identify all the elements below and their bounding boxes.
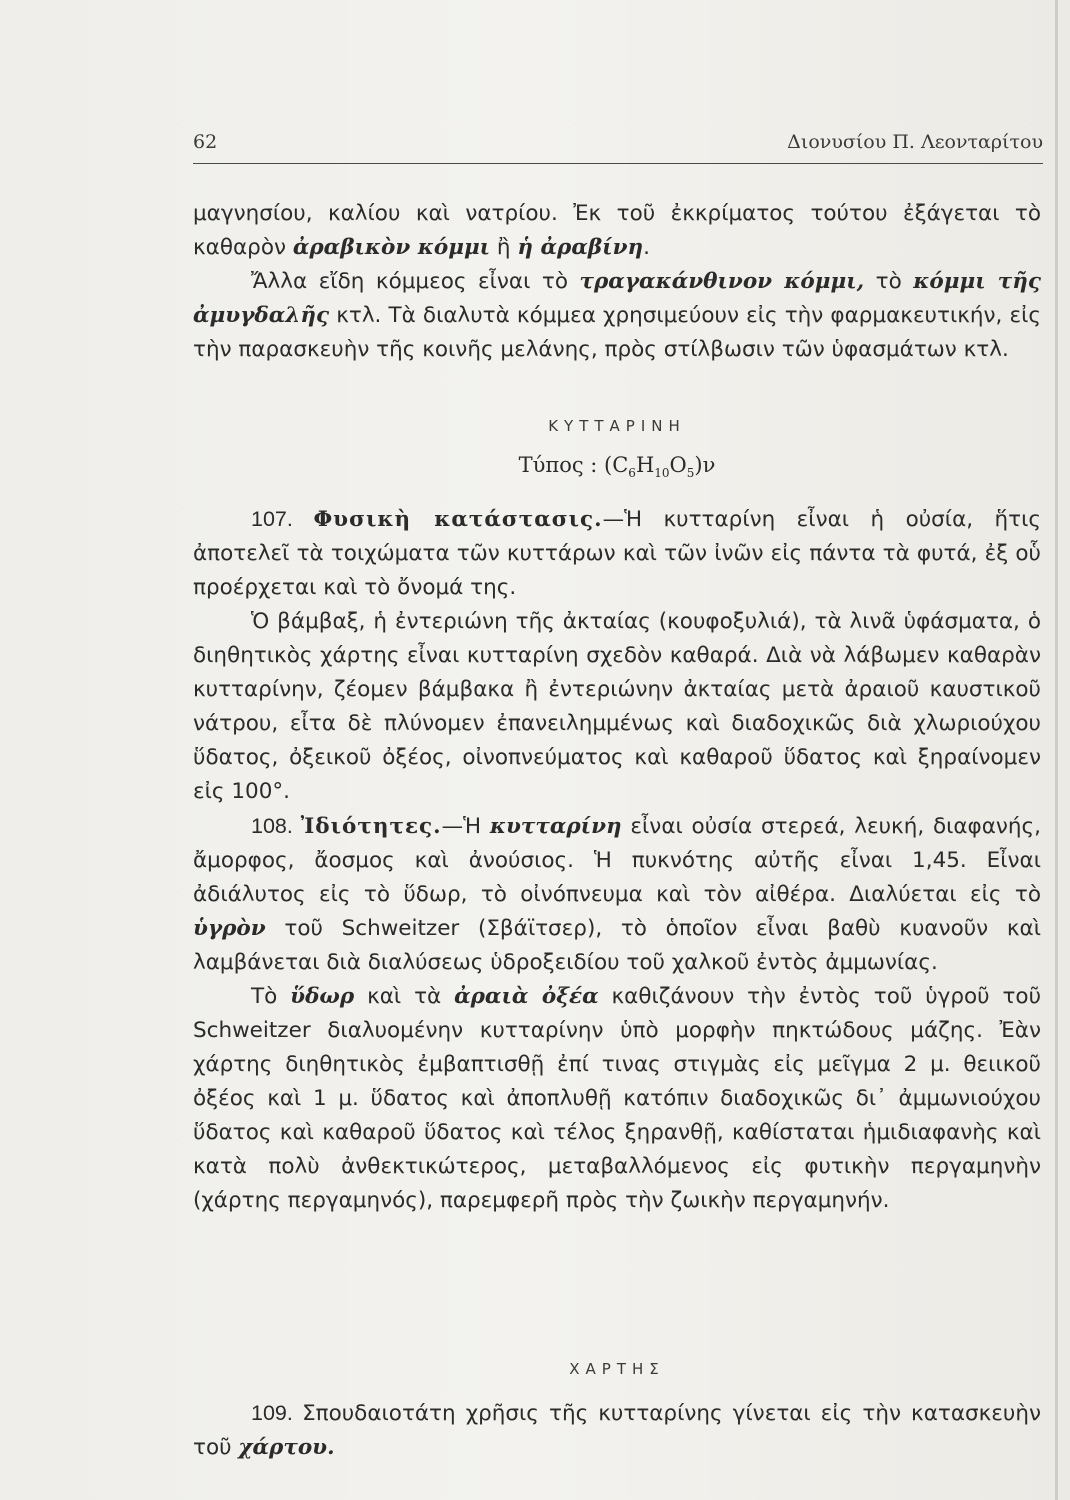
section-number: 109. [251, 1401, 303, 1425]
term-arabic-gum: ἀραβικὸν κόμμι [292, 235, 491, 260]
header-rule [193, 163, 1043, 164]
section-heading-properties: Ἰδιότητες. [300, 814, 442, 839]
text-run: —Ἡ κυτταρίνη εἶναι ἡ οὐσία, ἥτις ἀποτελεῖ τὰ τοιχώματα τῶν κυττάρων καὶ τῶν ἰνῶν εἰς πάντα τὰ φυτά, ἐξ οὗ προέρχεται καὶ τὸ ὄνομά της. [193, 507, 1042, 600]
section-number: 108. [251, 814, 301, 838]
paragraph-108-precipitation [193, 980, 1041, 1218]
body-text-paper [193, 1396, 1041, 1465]
section-number: 107. [251, 507, 314, 531]
section-heading-physical-state: Φυσικὴ κατάστασις. [313, 507, 603, 532]
text-run: κτλ. Τὰ διαλυτὰ κόμμεα χρησιμεύουν εἰς τὴν φαρμακευτικήν, εἰς τὴν παρασκευὴν τῆς κοινῆς μελάνης, πρὸς στίλβωσιν τῶν ὑφασμάτων κτλ. [193, 303, 1041, 362]
term-liquid: ὑγρὸν [193, 916, 266, 941]
page-header [193, 131, 1043, 161]
text-run: καθιζάνουν τὴν ἐντὸς τοῦ ὑγροῦ τοῦ Schweitzer διαλυομένην κυτταρίνην ὑπὸ μορφὴν πηκτώδους μάζης. Ἐὰν χάρτης διηθητικὸς ἐμβαπτισθῇ ἐπί τινας στιγμὰς εἰς μεῖγμα 2 μ. θειικοῦ ὀξέος καὶ 1 μ. ὕδατος καὶ ἀποπλυθῇ κατόπιν διαδοχικῶς δι᾽ ἀμμωνιούχου ὕδατος καὶ καθαροῦ ὕδατος καὶ τέλος ξηρανθῇ, καθίσταται ἡμιδιαφανὴς καὶ κατὰ πολὺ ἀνθεκτικώτερος, μεταβαλλόμενος εἰς φυτικὴν περγαμηνὴν (χάρτης περγαμηνός), παρεμφερῆ πρὸς τὴν ζωικὴν περγαμηνήν. [193, 984, 1042, 1213]
paragraph-gum-types [193, 265, 1041, 367]
term-water: ὕδωρ [290, 984, 355, 1009]
formula-subscript: 6 [628, 466, 636, 481]
paragraph-107 [193, 502, 1041, 605]
text-run: τοῦ Schweitzer (Σβάϊτσερ), τὸ ὁποῖον εἶναι βαθὺ κυανοῦν καὶ λαμβάνεται διὰ διαλύσεως ὑδροξειδίου τοῦ χαλκοῦ ἐντὸς ἀμμωνίας. [193, 916, 1041, 975]
paragraph-109 [193, 1396, 1041, 1465]
term-cellulose: κυτταρίνη [489, 814, 622, 839]
formula-element: H [635, 453, 655, 477]
formula-subscript: 10 [654, 466, 670, 481]
text-run: μαγνησίου, καλίου καὶ νατρίου. Ἐκ τοῦ ἐκκρίματος τούτου ἐξάγεται τὸ καθαρὸν [193, 201, 1041, 260]
paragraph-107-cotton [193, 605, 1041, 809]
paragraph-arabic-gum [193, 197, 1041, 265]
page-edge [1055, 0, 1058, 1500]
section-title-cellulose: ΚΥΤΤΑΡΙΝΗ [548, 417, 686, 435]
term-paper: χάρτου. [238, 1435, 335, 1460]
text-run: τὸ [864, 269, 914, 294]
text-run: Σπουδαιοτάτη χρῆσις τῆς κυτταρίνης γίνεται εἰς τὴν κατασκευὴν τοῦ [193, 1401, 1041, 1460]
page-number: 62 [193, 131, 218, 153]
formula-subscript: 5 [686, 466, 695, 481]
text-run: Τὸ [251, 984, 291, 1009]
term-dilute-acids: ἀραιὰ ὀξέα [454, 984, 599, 1009]
formula-label: Τύπος : (C [518, 453, 629, 477]
term-tragacanth: τραγακάνθινον κόμμι, [579, 269, 865, 294]
formula-end: )ν [694, 453, 716, 477]
section-title-paper: ΧΑΡΤΗΣ [569, 1360, 665, 1378]
text-run: —Ἡ [441, 814, 490, 839]
text-run: εἶναι οὐσία στερεά, λευκή, διαφανής, ἄμορφος, ἄοσμος καὶ ἀνούσιος. Ἡ πυκνότης αὐτῆς εἶναι 1,45. Εἶναι ἀδιάλυτος εἰς τὸ ὕδωρ, τὸ οἰνόπνευμα καὶ τὸν αἰθέρα. Διαλύεται εἰς τὸ [193, 814, 1042, 907]
term-almond-gum: κόμμι τῆς ἀμυγδαλῆς [193, 269, 1041, 328]
text-run: καὶ τὰ [354, 984, 455, 1009]
running-head: Διονυσίου Π. Λεονταρίτου [787, 131, 1043, 153]
body-text-cellulose [193, 502, 1041, 1218]
text-run: . [643, 235, 650, 260]
formula-element: O [669, 453, 687, 477]
formula-cellulose [193, 447, 1041, 491]
text-run: ἢ [490, 235, 518, 260]
text-run: Ἄλλα εἴδη κόμμεος εἶναι τὸ [251, 269, 580, 294]
body-text-top [193, 197, 1041, 367]
paragraph-108 [193, 809, 1041, 980]
text-run: Ὁ βάμβαξ, ἡ ἐντεριώνη τῆς ἀκταίας (κουφοξυλιά), τὰ λινᾶ ὑφάσματα, ὁ διηθητικὸς χάρτης εἶναι κυτταρίνη σχεδὸν καθαρά. Διὰ νὰ λάβωμεν καθαρὰν κυτταρίνην, ζέομεν βάμβακα ἢ ἐντεριώνην ἀκταίας μετὰ ἀραιοῦ καυστικοῦ νάτρου, εἶτα δὲ πλύνομεν ἐπανειλημμένως καὶ διαδοχικῶς διὰ χλωριούχου ὕδατος, ὀξεικοῦ ὀξέος, οἰνοπνεύματος καὶ καθαροῦ ὕδατος καὶ ξηραίνομεν εἰς 100°. [193, 609, 1041, 804]
term-arabine: ἡ ἀραβίνη [517, 235, 644, 260]
